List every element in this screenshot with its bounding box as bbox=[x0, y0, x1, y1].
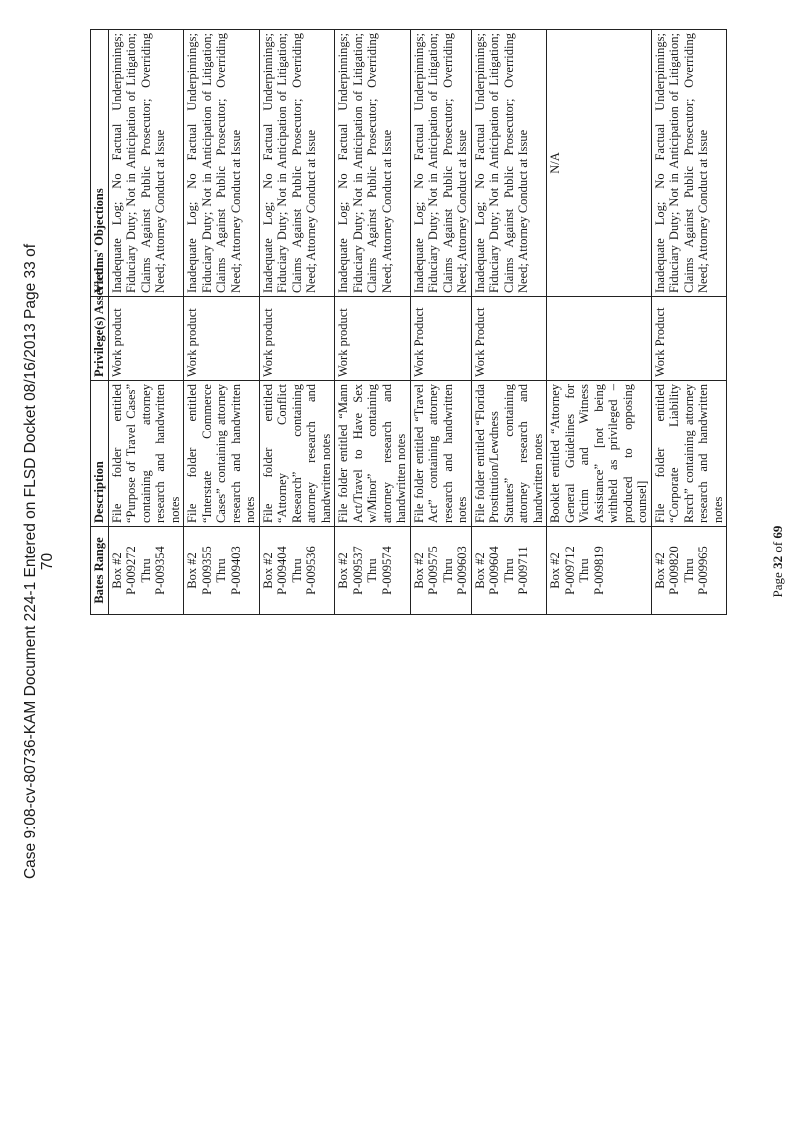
table-row bbox=[410, 30, 471, 615]
bates-box: Box #2 bbox=[652, 552, 667, 589]
footer-of: of bbox=[770, 538, 785, 556]
header-description: Description bbox=[91, 381, 109, 527]
privilege-cell: Work product bbox=[335, 297, 411, 381]
table-row bbox=[335, 30, 411, 615]
privilege-cell bbox=[547, 297, 652, 381]
table-row bbox=[259, 30, 335, 615]
description-cell: File folder entitled “Interstate Commerce Cases” containing attorney research and handwritten notes bbox=[184, 381, 260, 527]
objections-cell: Inadequate Log; No Factual Underpinnings; Fiduciary Duty; Not in Anticipation of Litigation; Claims Against Public Prosecutor; Overriding Need; Attorney Conduct at Issue bbox=[471, 30, 547, 297]
bates-start: P-009712 bbox=[562, 546, 577, 595]
bates-end: P-009536 bbox=[304, 546, 318, 595]
bates-thru: Thru bbox=[365, 558, 379, 583]
privilege-cell: Work product bbox=[259, 297, 335, 381]
table-header-row bbox=[91, 30, 109, 615]
bates-start: P-009404 bbox=[275, 546, 289, 595]
table-row bbox=[471, 30, 547, 615]
bates-start: P-009272 bbox=[124, 546, 138, 595]
privilege-cell: Work Product bbox=[471, 297, 547, 381]
bates-start: P-009575 bbox=[426, 546, 440, 595]
description-cell: File folder entitled “Mann Act/Travel to Have Sex w/Minor” containing attorney research and handwritten notes bbox=[335, 381, 411, 527]
bates-range-cell bbox=[335, 527, 411, 615]
header-objections: Victims' Objections bbox=[91, 30, 109, 297]
bates-range-cell bbox=[108, 527, 184, 615]
description-cell: File folder entitled “Purpose of Travel Cases” containing attorney research and handwritten notes bbox=[108, 381, 184, 527]
footer-prefix: Page bbox=[770, 568, 785, 598]
footer-page-total: 69 bbox=[770, 525, 785, 539]
bates-end: P-009354 bbox=[153, 546, 167, 595]
bates-thru: Thru bbox=[214, 558, 228, 583]
objections-cell: Inadequate Log; No Factual Underpinnings; Fiduciary Duty; Not in Anticipation of Litigation; Claims Against Public Prosecutor; Overriding Need; Attorney Conduct at Issue bbox=[651, 30, 727, 297]
footer-page-number: 32 bbox=[770, 555, 785, 569]
privilege-cell: Work product bbox=[108, 297, 184, 381]
header-bates-range: Bates Range bbox=[91, 527, 109, 615]
description-cell: File folder entitled “Corporate Liability Rsrch” containing attorney research and handwritten notes bbox=[651, 381, 727, 527]
privilege-log-table bbox=[90, 29, 727, 615]
bates-box: Box #2 bbox=[548, 552, 562, 589]
description-cell: Booklet entitled “Attorney General Guidelines for Victim and Witness Assistance” [not being withheld as privileged – produced to opposing counsel] bbox=[547, 381, 652, 527]
case-header-line1: Case 9:08-cv-80736-KAM Document 224-1 Entered on FLSD Docket 08/16/2013 Page 33 of bbox=[22, 244, 39, 880]
bates-start: P-009820 bbox=[667, 546, 681, 595]
bates-box: Box #2 bbox=[109, 552, 124, 589]
bates-range-cell bbox=[471, 527, 547, 615]
objections-cell: Inadequate Log; No Factual Underpinnings; Fiduciary Duty; Not in Anticipation of Litigation; Claims Against Public Prosecutor; Overriding Need; Attorney Conduct at Issue bbox=[335, 30, 411, 297]
bates-thru: Thru bbox=[681, 558, 696, 583]
bates-end: P-009574 bbox=[379, 546, 394, 595]
bates-end: P-009965 bbox=[696, 546, 710, 595]
bates-box: Box #2 bbox=[472, 552, 487, 589]
bates-box: Box #2 bbox=[336, 552, 350, 589]
bates-box: Box #2 bbox=[411, 552, 426, 589]
objections-cell: N/A bbox=[547, 30, 652, 297]
privilege-cell: Work Product bbox=[651, 297, 727, 381]
bates-range-cell bbox=[651, 527, 727, 615]
bates-range-cell bbox=[410, 527, 471, 615]
table-row bbox=[184, 30, 260, 615]
objections-cell: Inadequate Log; No Factual Underpinnings; Fiduciary Duty; Not in Anticipation of Litigation; Claims Against Public Prosecutor; Overriding Need; Attorney Conduct at Issue bbox=[184, 30, 260, 297]
bates-thru: Thru bbox=[577, 558, 591, 583]
bates-end: P-009711 bbox=[516, 546, 530, 595]
objections-cell: Inadequate Log; No Factual Underpinnings; Fiduciary Duty; Not in Anticipation of Litigation; Claims Against Public Prosecutor; Overriding Need; Attorney Conduct at Issue bbox=[108, 30, 184, 297]
table-row bbox=[547, 30, 652, 615]
bates-start: P-009604 bbox=[487, 546, 501, 595]
bates-thru: Thru bbox=[289, 558, 304, 583]
objections-cell: Inadequate Log; No Factual Underpinnings; Fiduciary Duty; Not in Anticipation of Litigation; Claims Against Public Prosecutor; Overriding Need; Attorney Conduct at Issue bbox=[410, 30, 471, 297]
case-header bbox=[14, 0, 64, 1123]
bates-start: P-009537 bbox=[350, 546, 365, 595]
description-cell: File folder entitled “Travel Act” containing attorney research and handwritten notes bbox=[410, 381, 471, 527]
bates-thru: Thru bbox=[440, 558, 455, 583]
bates-start: P-009355 bbox=[199, 546, 214, 595]
bates-thru: Thru bbox=[501, 558, 516, 583]
bates-box: Box #2 bbox=[185, 552, 199, 589]
rotated-page bbox=[70, 0, 794, 1123]
bates-end: P-009603 bbox=[455, 546, 469, 595]
table-row bbox=[651, 30, 727, 615]
bates-end: P-009819 bbox=[591, 546, 606, 595]
privilege-cell: Work product bbox=[184, 297, 260, 381]
bates-thru: Thru bbox=[138, 558, 153, 583]
bates-box: Box #2 bbox=[260, 552, 275, 589]
description-cell: File folder entitled “Florida Prostitution/Lewdness Statutes” containing attorney research and handwritten notes bbox=[471, 381, 547, 527]
bates-end: P-009403 bbox=[228, 546, 243, 595]
bates-range-cell bbox=[547, 527, 652, 615]
privilege-cell: Work Product bbox=[410, 297, 471, 381]
description-cell: File folder entitled “Attorney Conflict Research” containing attorney research and handwritten notes bbox=[259, 381, 335, 527]
objections-cell: Inadequate Log; No Factual Underpinnings; Fiduciary Duty; Not in Anticipation of Litigation; Claims Against Public Prosecutor; Overriding Need; Attorney Conduct at Issue bbox=[259, 30, 335, 297]
page-footer bbox=[770, 0, 786, 1123]
bates-range-cell bbox=[184, 527, 260, 615]
header-privilege: Privilege(s) Asserted bbox=[91, 297, 109, 381]
table-body bbox=[108, 30, 727, 615]
table-row bbox=[108, 30, 184, 615]
case-header-line2: 70 bbox=[39, 552, 56, 571]
bates-range-cell bbox=[259, 527, 335, 615]
